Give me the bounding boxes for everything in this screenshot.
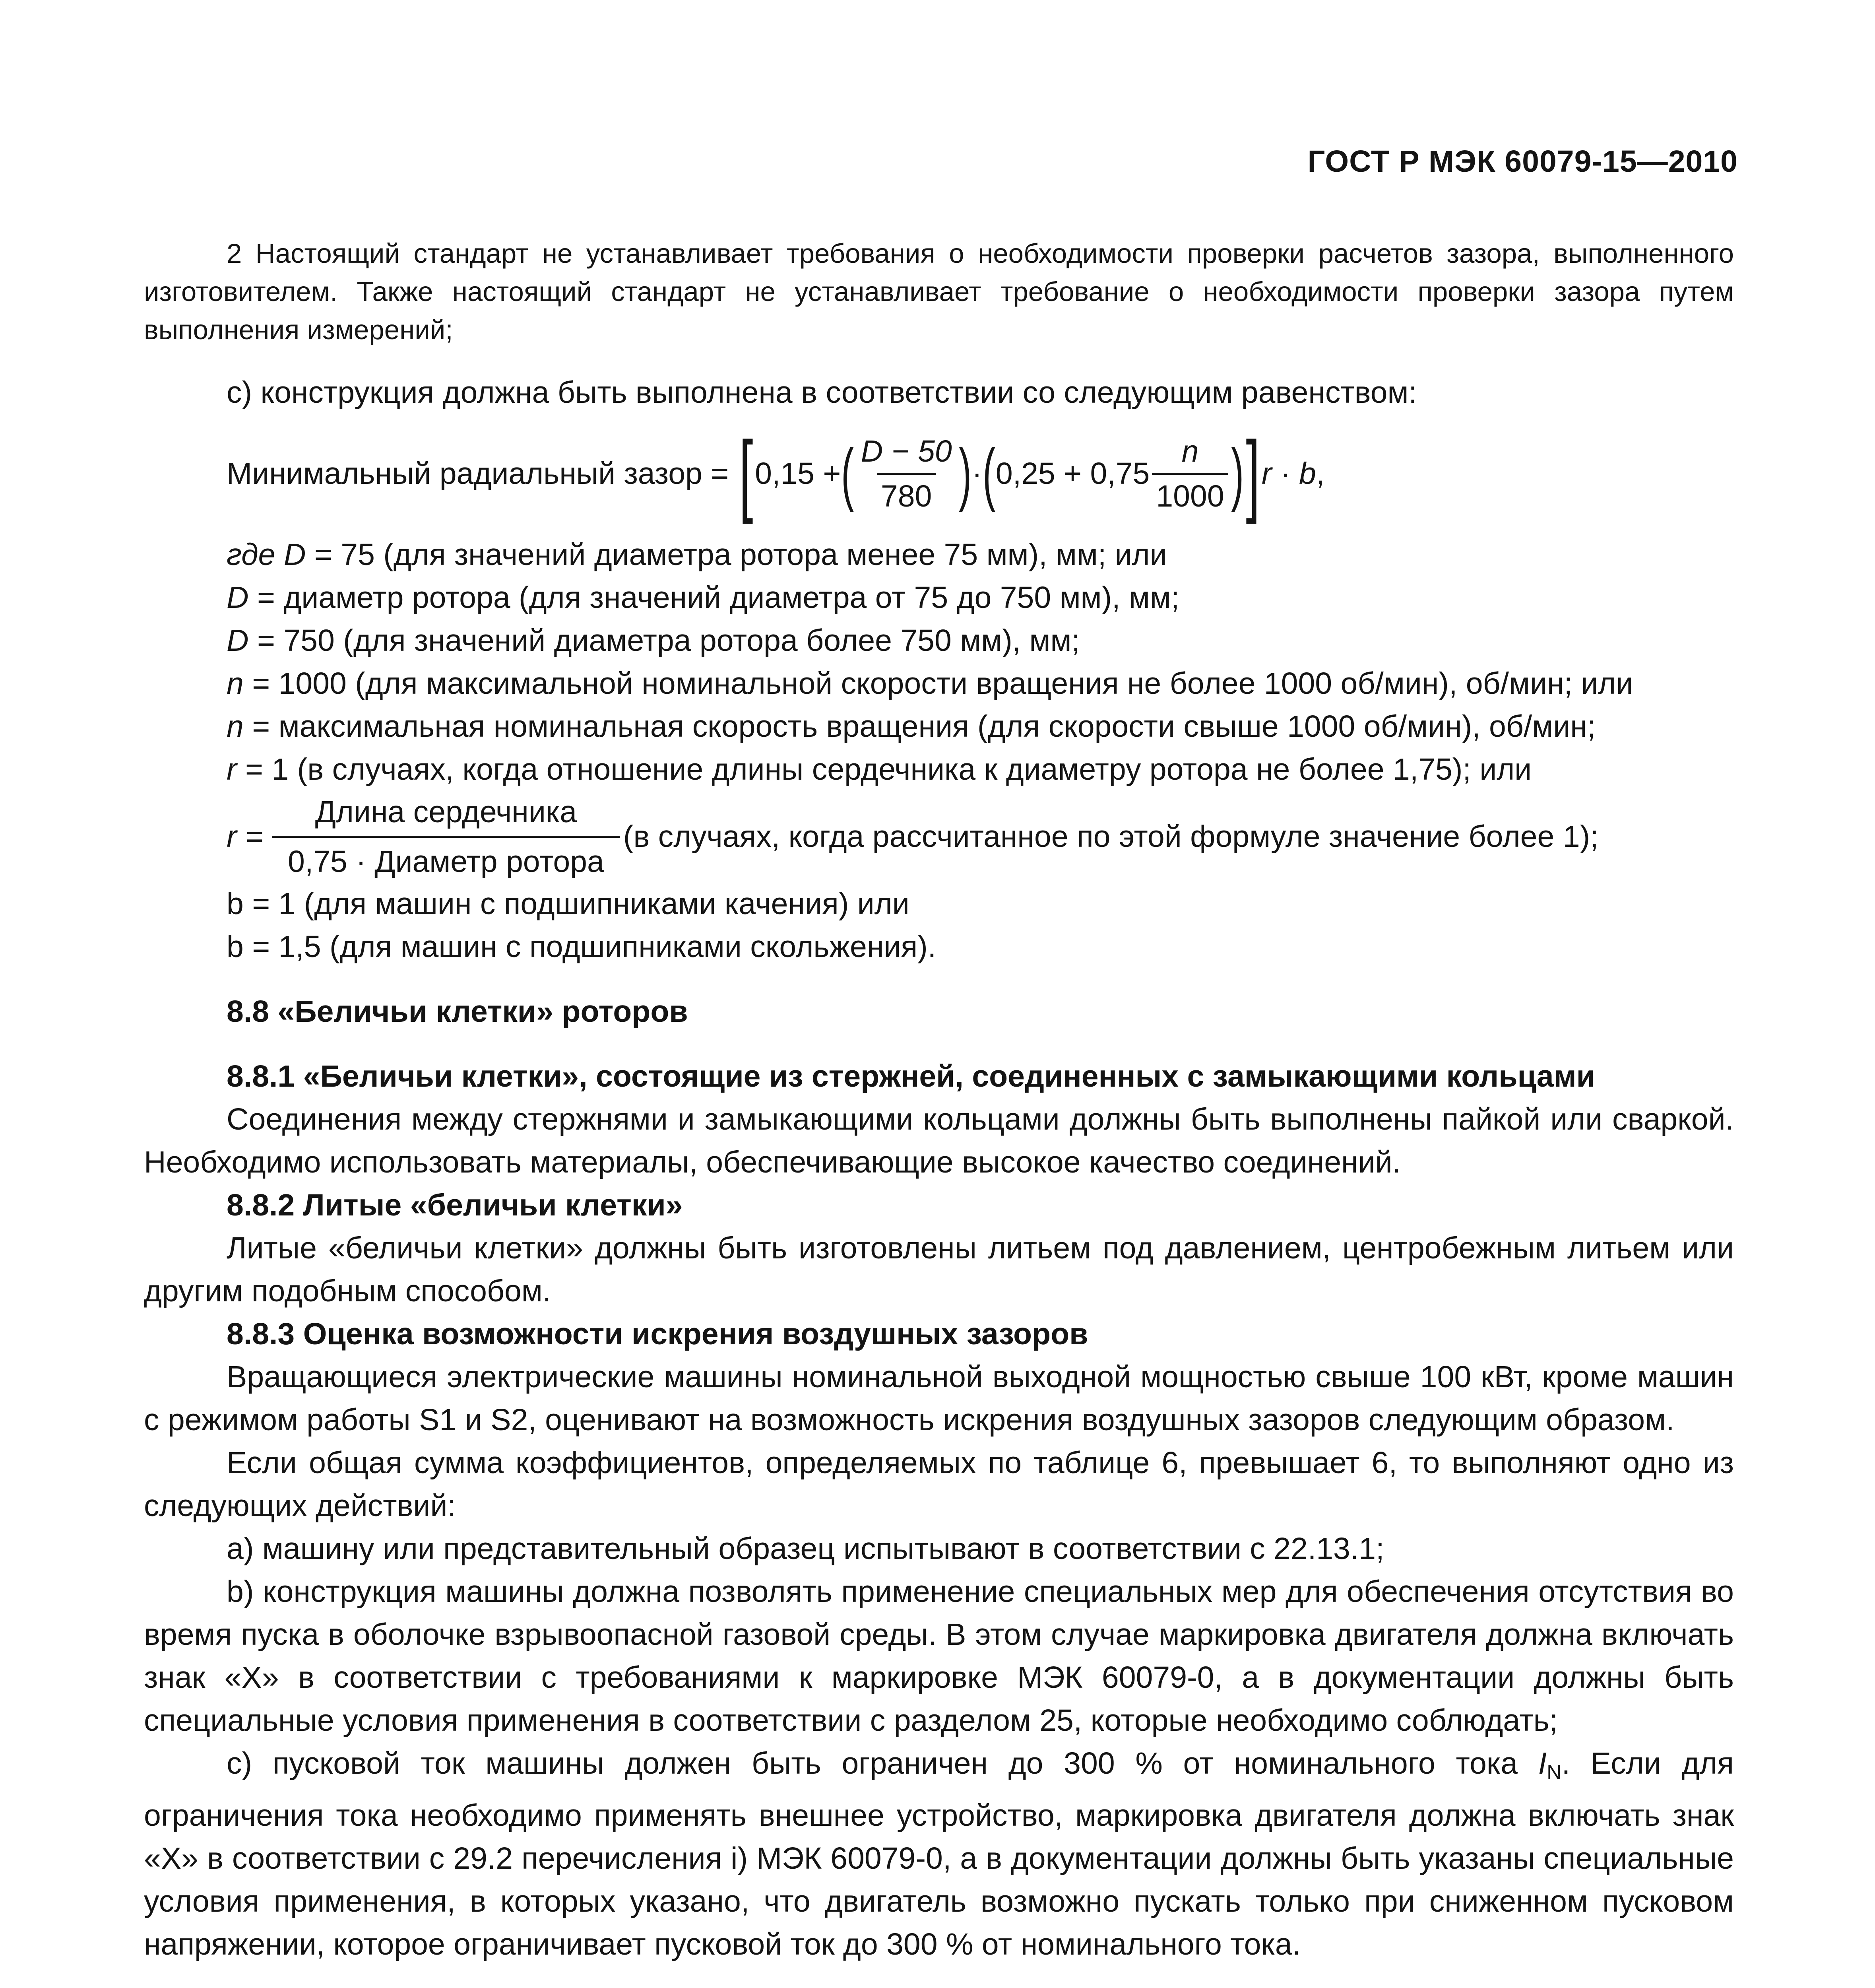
formula-r: r [1261,456,1272,491]
close-paren-2: ) [1231,435,1244,513]
page-content [144,235,1734,1988]
b-definition: b = 1 (для машин с подшипниками качения) или [227,887,909,921]
section-8-8-title: 8.8 «Беличьи клетки» роторов [227,994,688,1029]
definition-symbol: n [227,666,244,701]
definition-text: = 1 (в случаях, когда отношение длины сердечника к диаметру ротора не более 1,75); или [237,752,1532,786]
section-8-8-3-paragraph-2: Если общая сумма коэффициентов, определяемых по таблице 6, превышает 6, то выполняют одно из следующих действий: [144,1446,1734,1523]
formula-tail-dot: · [1272,456,1299,491]
definition-text: = 1000 (для максимальной номинальной скорости вращения не более 1000 об/мин), об/мин; или [243,666,1633,701]
item-c-text-start: с) пусковой ток машины должен быть ограничен до 300 % от номинального тока [227,1746,1538,1780]
definition-item [144,619,1734,662]
definition-symbol: где D [227,538,306,572]
formula-term1: 0,15 + [755,456,841,491]
definition-symbol: D [227,623,249,658]
item-b: b) конструкция машины должна позволять применение специальных мер для обеспечения отсутствия во время пуска в оболочке взрывоопасной газовой среды. В этом случае маркировка двигателя должна включать знак «X» в соответствии с требованиями к маркировке МЭК 60079-0, а в документации должны быть специальные условия применения в соответствии с разделом 25, которые необходимо соблюдать; [144,1574,1734,1738]
close-bracket: ] [1246,422,1260,524]
definition-item [144,576,1734,619]
item-c: с) конструкция должна быть выполнена в соответствии со следующим равенством: [227,375,1417,410]
r-fraction-denominator: 0,75 · Диаметр ротора [272,836,620,883]
definition-symbol: D [227,580,249,615]
definition-text: = 75 (для значений диаметра ротора менее 75 мм), мм; или [306,538,1167,572]
item-c-current [144,1742,1734,1966]
fraction-n-denominator: 1000 [1152,473,1228,518]
section-8-8-3-title: 8.8.3 Оценка возможности искрения воздушных зазоров [227,1317,1088,1351]
definition-symbol: r [227,752,237,786]
formula-label: Минимальный радиальный зазор = [227,456,729,491]
r-formula-condition: (в случаях, когда рассчитанное по этой формуле значение более 1); [623,819,1599,854]
section-8-8-3-paragraph-1: Вращающиеся электрические машины номинальной выходной мощностью свыше 100 кВт, кроме машин с режимом работы S1 и S2, оценивают на возможность искрения воздушных зазоров следующим образом. [144,1360,1734,1437]
item-c-text-end: . Если для ограничения тока необходимо применять внешнее устройство, маркировка двигателя должна включать знак «X» в соответствии с 29.2 перечисления i) МЭК 60079-0, а в документации должны быть указаны специальные условия применения, в которых указано, что двигатель возможно пускать только при сниженном пусковом напряжении, которое ограничивает пусковой ток до 300 % от номинального тока. [144,1746,1734,1961]
fraction-d-denominator: 780 [877,473,936,518]
fraction-d-numerator: D − 50 [861,434,952,468]
open-paren-2: ( [982,435,995,513]
definitions-list [144,533,1734,791]
open-paren-1: ( [841,435,854,513]
formula-dot: · [971,456,982,491]
top-note: 2 Настоящий стандарт не устанавливает требования о необходимости проверки расчетов зазора, выполненного изготовителем. Также настоящий стандарт не устанавливает требование о необходимости проверки зазора путем выполнения измерений; [144,238,1734,345]
section-8-8-1-title: 8.8.1 «Беличьи клетки», состоящие из стержней, соединенных с замыкающими кольцами [227,1059,1595,1093]
r-formula-lhs: r = [227,819,264,854]
b-definition: b = 1,5 (для машин с подшипниками скольжения). [227,930,937,964]
r-formula [144,791,1734,882]
fraction-n-numerator: n [1181,434,1199,468]
r-fraction [272,790,620,883]
definition-item [144,662,1734,705]
formula-b: b [1299,456,1316,491]
clearance-formula [144,422,1734,524]
definition-symbol: n [227,709,244,744]
current-subscript: N [1547,1761,1562,1784]
formula-comma: , [1316,456,1325,491]
fraction-n [1152,430,1228,518]
close-paren-1: ) [958,435,971,513]
definition-item [144,705,1734,748]
open-bracket: [ [739,422,753,524]
definition-text: = максимальная номинальная скорость вращения (для скорости свыше 1000 об/мин), об/мин; [243,709,1596,744]
definition-text: = диаметр ротора (для значений диаметра от 75 до 750 мм), мм; [248,580,1180,615]
section-8-8-2-title: 8.8.2 Литые «беличьи клетки» [227,1188,683,1222]
current-symbol: I [1538,1746,1547,1780]
section-8-8-1-text: Соединения между стержнями и замыкающими кольцами должны быть выполнены пайкой или сваркой. Необходимо использовать материалы, обеспечивающие высокое качество соединений. [144,1102,1734,1179]
definition-item [144,748,1734,791]
standard-header: ГОСТ Р МЭК 60079-15—2010 [1307,144,1738,179]
formula-term2: 0,25 + 0,75 [995,456,1150,491]
definition-text: = 750 (для значений диаметра ротора более 750 мм), мм; [248,623,1080,658]
section-8-8-2-text: Литые «беличьи клетки» должны быть изготовлены литьем под давлением, центробежным литьем или другим подобным способом. [144,1231,1734,1308]
r-fraction-numerator: Длина сердечника [315,794,577,829]
definition-item [144,533,1734,576]
fraction-d [857,430,956,518]
item-a: а) машину или представительный образец испытывают в соответствии с 22.13.1; [227,1532,1384,1566]
